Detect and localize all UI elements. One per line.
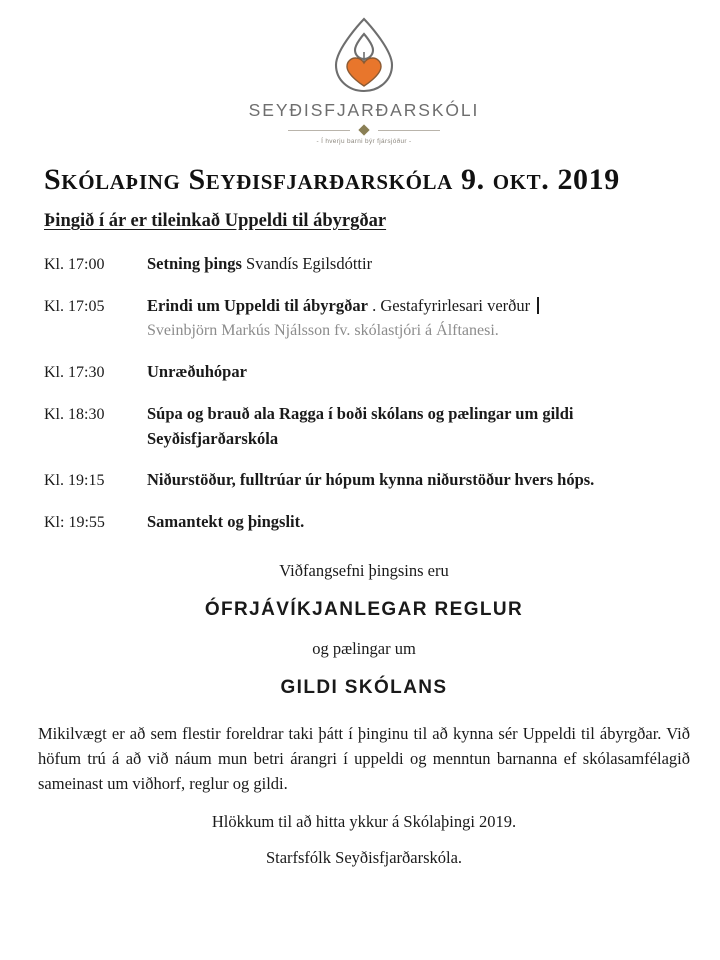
page-title: Skólaþing Seyðisfjarðarskóla 9. okt. 2019 [44,163,620,196]
theme-rules: ÓFRJÁVÍKJANLEGAR REGLUR [204,599,524,621]
page-subtitle: Þingið í ár er tileinkað Uppeldi til ábyrgðar [44,211,387,231]
closing-signature: Starfsfólk Seyðisfjarðarskóla. [265,848,463,868]
closing-invitation: Hlökkum til að hitta ykkur á Skólaþingi 2019. [211,812,517,832]
schedule-body [147,468,690,493]
schedule-detail: Svandís Egilsdóttir [241,254,373,273]
schedule-row [44,294,690,343]
schedule-speaker: Sveinbjörn Markús Njálsson fv. skólastjóri á Álftanesi. [147,321,499,339]
schedule-row [44,510,690,535]
schedule-row [44,360,690,385]
schedule-row [44,468,690,493]
schedule-time: Kl. 17:00 [44,256,105,273]
logo-tagline: - Í hverju barni býr fjársjóður - [316,138,412,145]
logo-wordmark: SEYÐISFJARÐARSKÓLI [248,100,480,120]
themes-lead: Viðfangsefni þingsins eru [279,561,449,581]
schedule-title: Unræðuhópar [147,361,247,381]
logo-divider [288,126,440,135]
theme-values: GILDI SKÓLANS [280,677,448,699]
schedule-title: Samantekt og þingslit. [147,512,305,532]
schedule-time: Kl. 19:15 [44,472,105,490]
schedule-title: Erindi um Uppeldi til ábyrgðar [147,296,368,315]
themes-connector: og pælingar um [312,639,416,659]
schedule-body [147,510,690,535]
schedule-body [147,252,690,277]
schedule-body [147,294,690,343]
schedule-list [44,252,690,535]
schedule-title: Setning þings [147,254,242,273]
schedule-time: Kl. 17:30 [44,363,105,381]
themes-section [38,561,690,699]
closing-paragraph: Mikilvægt er að sem flestir foreldrar taki þátt í þinginu til að kynna sér Uppeldi til ábyrgðar. Við höfum trú á að við náum mun betri árangri í uppeldi og menntun barnanna ef skólasamfélagið sameinast um viðhorf, reglur og gildi. [38,724,690,794]
school-logo [38,14,690,145]
schedule-title: Súpa og brauð ala Ragga í boði skólans og pælingar um gildi Seyðisfjarðarskóla [147,403,574,448]
schedule-title: Niðurstöður, fulltrúar úr hópum kynna niðurstöður hvers hóps. [147,470,595,490]
droplet-heart-logo-icon [316,14,412,98]
schedule-time: Kl. 18:30 [44,405,105,423]
text-cursor-caret [537,297,539,314]
schedule-body [147,360,690,385]
schedule-time: Kl. 17:05 [44,298,105,315]
schedule-time: Kl: 19:55 [44,514,105,532]
schedule-body [147,402,690,452]
schedule-detail: . Gestafyrirlesari verður [367,296,531,315]
schedule-row [44,402,690,452]
diamond-ornament-icon [358,124,369,135]
schedule-row [44,252,690,277]
